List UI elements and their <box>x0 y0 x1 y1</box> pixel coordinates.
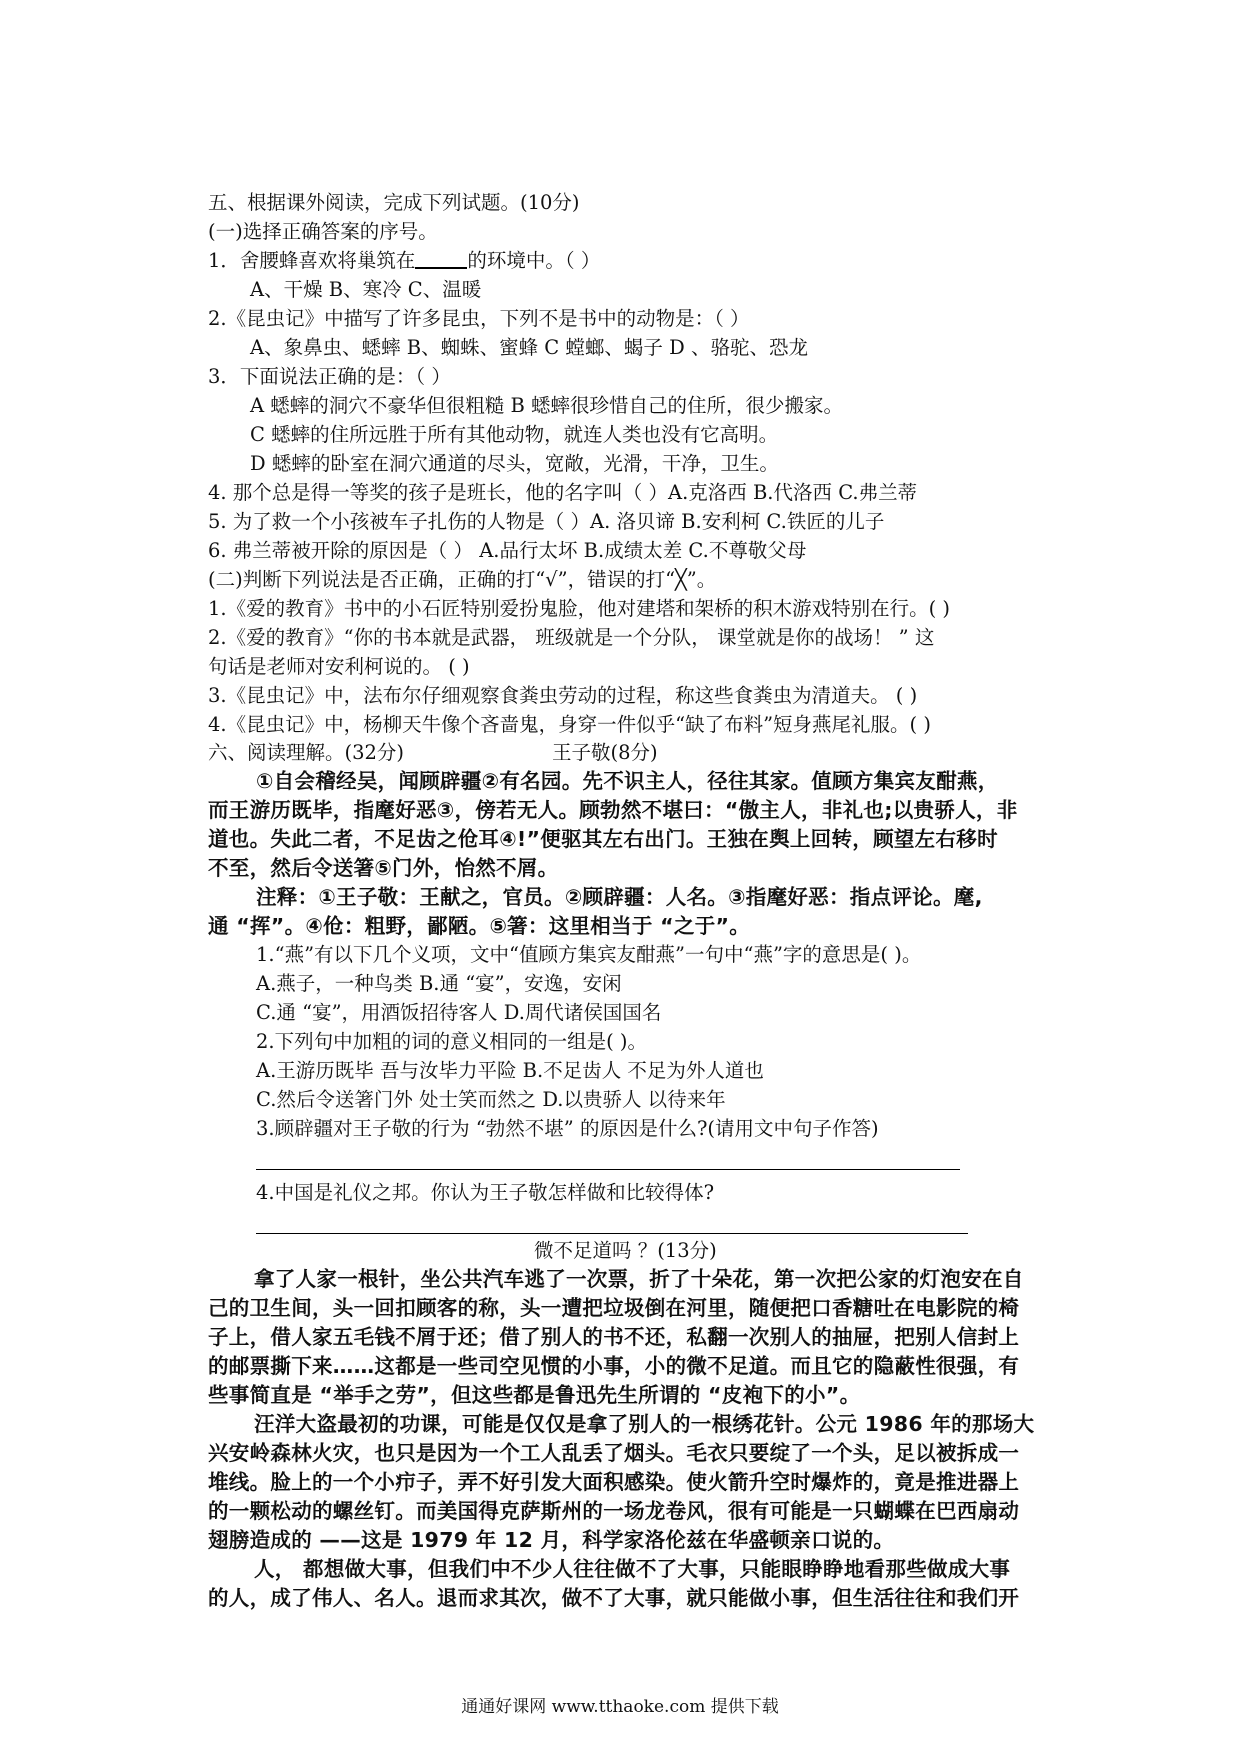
passage2-line: 人， 都想做大事，但我们中不少人往往做不了大事，只能眼睁睁地看那些做成大事 <box>254 1557 1011 1581</box>
question-2: 2.《昆虫记》中描写了许多昆虫，下列不是书中的动物是：（ ） <box>208 307 750 330</box>
question-1 <box>208 248 600 274</box>
judge-1: 1.《爱的教育》书中的小石匠特别爱扮鬼脸，他对建塔和架桥的积木游戏特别在行。( ) <box>208 597 951 620</box>
passage2-line: 拿了人家一根针，坐公共汽车逃了一次票，折了十朵花，第一次把公家的灯泡安在自 <box>254 1267 1024 1291</box>
passage2-line: 己的卫生间，头一回扣顾客的称，头一遭把垃圾倒在河里，随便把口香糖吐在电影院的椅 <box>208 1296 1020 1320</box>
q1-text-after: 的环境中。（ ） <box>467 249 601 272</box>
reading-q2: 2.下列句中加粗的词的意义相同的一组是( )。 <box>256 1030 648 1053</box>
question-6: 6. 弗兰蒂被开除的原因是（ ） A.品行太坏 B.成绩太差 C.不尊敬父母 <box>208 539 807 562</box>
passage1-line: 而王游历既毕，指麾好恶③，傍若无人。顾勃然不堪曰：“傲主人，非礼也;以贵骄人，非 <box>208 798 1018 822</box>
judge-4: 4.《昆虫记》中，杨柳天牛像个吝啬鬼，身穿一件似乎“缺了布料”短身燕尾礼服。( ) <box>208 713 931 736</box>
reading-q1-options-cd: C.通 “宴”，用酒饭招待客人 D.周代诸侯国国名 <box>256 1001 662 1024</box>
passage2-line: 子上，借人家五毛钱不屑于还；借了别人的书不还，私翻一次别人的抽屉，把别人信封上 <box>208 1325 1020 1349</box>
passage2-line: 的一颗松动的螺丝钉。而美国得克萨斯州的一场龙卷风，很有可能是一只蝴蝶在巴西扇动 <box>208 1499 1020 1523</box>
passage2-line: 的人，成了伟人、名人。退而求其次，做不了大事，就只能做小事，但生活往往和我们开 <box>208 1586 1020 1610</box>
answer-line-q4 <box>256 1233 968 1234</box>
section6-heading: 六、阅读理解。(32分) <box>208 741 405 764</box>
question-3: 3．下面说法正确的是：（ ） <box>208 365 451 388</box>
part2-heading: (二)判断下列说法是否正确，正确的打“√”，错误的打“╳”。 <box>208 568 717 591</box>
passage2-line: 汪洋大盗最初的功课，可能是仅仅是拿了别人的一根绣花针。公元 1986 年的那场大 <box>254 1412 1035 1436</box>
passage1-line: 道也。失此二者，不足齿之伧耳④!”便驱其左右出门。王独在舆上回转，顾望左右移时 <box>208 827 998 851</box>
passage2-line: 堆线。脸上的一个小疖子，弄不好引发大面积感染。使火箭升空时爆炸的，竟是推进器上 <box>208 1470 1020 1494</box>
passage2-line: 兴安岭森林火灾，也只是因为一个工人乱丢了烟头。毛衣只要绽了一个头，足以被拆成一 <box>208 1441 1020 1465</box>
passage2-title: 微不足道吗 ？(13分) <box>534 1239 717 1262</box>
q3-option-c: C 蟋蟀的住所远胜于所有其他动物，就连人类也没有它高明。 <box>250 423 779 446</box>
q2-options: A、象鼻虫、蟋蟀 B、蜘蛛、蜜蜂 C 螳螂、蝎子 D 、骆驼、恐龙 <box>250 336 808 359</box>
passage1-title: 王子敬(8分) <box>552 741 658 764</box>
q1-blank <box>415 249 467 269</box>
answer-line-q3 <box>256 1169 960 1170</box>
question-4: 4. 那个总是得一等奖的孩子是班长，他的名字叫（ ）A.克洛西 B.代洛西 C.弗兰蒂 <box>208 481 918 504</box>
question-5: 5. 为了救一个小孩被车子扎伤的人物是（ ）A. 洛贝谛 B.安利柯 C.铁匠的儿子 <box>208 510 885 533</box>
notes-line: 注释：①王子敬：王献之，官员。②顾辟疆：人名。③指麾好恶：指点评论。麾, <box>256 885 983 909</box>
passage2-line: 的邮票撕下来……这都是一些司空见惯的小事，小的微不足道。而且它的隐蔽性很强，有 <box>208 1354 1020 1378</box>
q1-options: A、干燥 B、寒冷 C、温暖 <box>250 278 482 301</box>
judge-3: 3.《昆虫记》中，法布尔仔细观察食粪虫劳动的过程，称这些食粪虫为清道夫。 ( ) <box>208 684 918 707</box>
reading-q4: 4.中国是礼仪之邦。你认为王子敬怎样做和比较得体? <box>256 1181 715 1204</box>
passage1-line: 不至，然后令送箸⑤门外，怡然不屑。 <box>208 856 559 880</box>
notes-line: 通 “挥”。④伧：粗野，鄙陋。⑤箸：这里相当于 “之于”。 <box>208 914 751 938</box>
q3-option-ab: A 蟋蟀的洞穴不豪华但很粗糙 B 蟋蟀很珍惜自己的住所，很少搬家。 <box>250 394 844 417</box>
judge-2-line2: 句话是老师对安利柯说的。 ( ) <box>208 655 470 678</box>
passage1-line: ①自会稽经吴，闻顾辟疆②有名园。先不识主人，径往其家。值顾方集宾友酣燕， <box>256 769 999 793</box>
part1-heading: (一)选择正确答案的序号。 <box>208 220 438 243</box>
passage2-line: 些事简直是 “举手之劳”，但这些都是鲁迅先生所谓的 “皮袍下的小”。 <box>208 1383 861 1407</box>
reading-q3: 3.顾辟疆对王子敬的行为 “勃然不堪” 的原因是什么?(请用文中句子作答) <box>256 1117 879 1140</box>
reading-q1: 1.“燕”有以下几个义项，文中“值顾方集宾友酣燕”一句中“燕”字的意思是( )。 <box>256 943 922 966</box>
reading-q2-options-ab: A.王游历既毕 吾与汝毕力平险 B.不足齿人 不足为外人道也 <box>256 1059 764 1082</box>
passage2-line: 翅膀造成的 ——这是 1979 年 12 月，科学家洛伦兹在华盛顿亲口说的。 <box>208 1528 895 1552</box>
footer-credit: 通通好课网 www.tthaoke.com 提供下载 <box>461 1697 779 1717</box>
section5-heading: 五、根据课外阅读，完成下列试题。(10分) <box>208 191 580 214</box>
reading-q1-options-ab: A.燕子，一种鸟类 B.通 “宴”，安逸，安闲 <box>256 972 622 995</box>
q3-option-d: D 蟋蟀的卧室在洞穴通道的尽头，宽敞，光滑，干净，卫生。 <box>250 452 779 475</box>
judge-2-line1: 2.《爱的教育》“你的书本就是武器， 班级就是一个分队， 课堂就是你的战场！ ” 这 <box>208 626 935 649</box>
reading-q2-options-cd: C.然后令送箸门外 处士笑而然之 D.以贵骄人 以待来年 <box>256 1088 726 1111</box>
q1-text-before: 1．舍腰蜂喜欢将巢筑在 <box>208 249 416 272</box>
